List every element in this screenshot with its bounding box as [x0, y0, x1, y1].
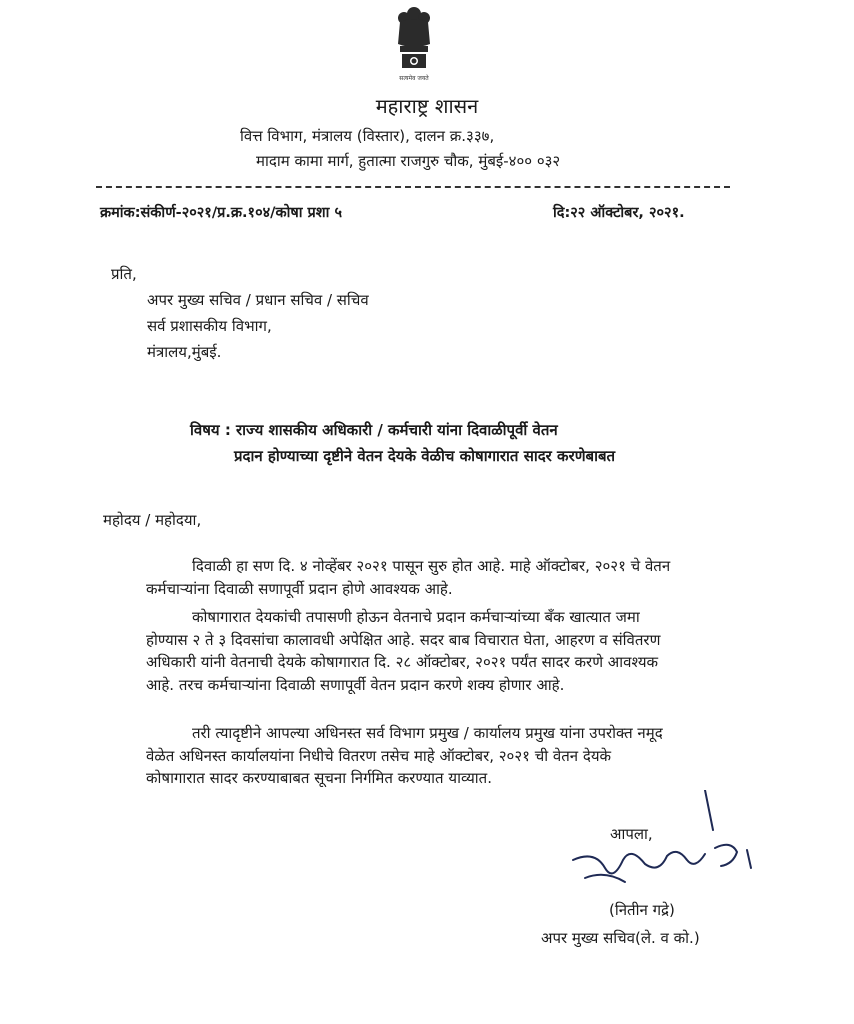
subject-line-2: प्रदान होण्याच्या दृष्टीने वेतन देयके वेळीच कोषागारात सादर करणेबाबत [234, 447, 616, 465]
paragraph-line: कोषागारात सादर करण्याबाबत सूचना निर्गमित करण्यात याव्यात. [146, 769, 492, 787]
address-line-1: वित्त विभाग, मंत्रालय (विस्तार), दालन क्र.३३७, [240, 127, 495, 145]
signature-icon [565, 790, 765, 900]
signatory-designation: अपर मुख्य सचिव(ले. व को.) [541, 929, 700, 947]
emblem-motto: सत्यमेव जयते [399, 75, 429, 82]
paragraph-line: अधिकारी यांनी वेतनाची देयके कोषागारात दि. २८ ऑक्टोबर, २०२१ पर्यंत सादर करणे आवश्यक [146, 653, 659, 671]
reference-number: क्रमांक:संकीर्ण-२०२१/प्र.क्र.१०४/कोषा प्रशा ५ [100, 205, 342, 221]
recipient-line: अपर मुख्य सचिव / प्रधान सचिव / सचिव [147, 291, 369, 309]
recipient-line: सर्व प्रशासकीय विभाग, [147, 317, 272, 335]
paragraph-line: होण्यास २ ते ३ दिवसांचा कालावधी अपेक्षित आहे. सदर बाब विचारात घेता, आहरण व संवितरण [146, 630, 661, 649]
body-paragraph-1 [100, 555, 748, 600]
salutation: महोदय / महोदया, [103, 511, 202, 529]
recipient-line: मंत्रालय,मुंबई. [147, 343, 222, 361]
letter-date: दि:२२ ऑक्टोबर, २०२१. [553, 205, 685, 221]
paragraph-line: आहे. तरच कर्मचाऱ्यांना दिवाळी सणापूर्वी वेतन प्रदान करणे शक्य होणार आहे. [146, 675, 565, 694]
national-emblem-icon [392, 4, 436, 84]
body-paragraph-3 [100, 722, 748, 790]
paragraph-line: तरी त्यादृष्टीने आपल्या अधिनस्त सर्व विभाग प्रमुख / कार्यालय प्रमुख यांना उपरोक्त नमूद [192, 724, 663, 742]
signatory-name: (नितीन गद्रे) [609, 901, 675, 919]
header-divider [96, 186, 730, 188]
government-title: महाराष्ट्र शासन [375, 94, 479, 118]
body-paragraph-2 [100, 606, 748, 696]
subject-line-1: विषय : राज्य शासकीय अधिकारी / कर्मचारी यांना दिवाळीपूर्वी वेतन [190, 421, 558, 439]
address-line-2: मादाम कामा मार्ग, हुतात्मा राजगुरु चौक, मुंबई-४०० ०३२ [256, 152, 561, 170]
paragraph-line: कर्मचाऱ्यांना दिवाळी सणापूर्वी प्रदान होणे आवश्यक आहे. [146, 579, 453, 598]
recipient-prefix: प्रति, [111, 265, 137, 283]
closing-yours: आपला, [610, 825, 653, 843]
paragraph-line: कोषागारात देयकांची तपासणी होऊन वेतनाचे प्रदान कर्मचाऱ्यांच्या बँक खात्यात जमा [192, 608, 640, 626]
paragraph-line: वेळेत अधिनस्त कार्यालयांना निधीचे वितरण तसेच माहे ऑक्टोबर, २०२१ ची वेतन देयके [146, 746, 612, 765]
paragraph-line: दिवाळी हा सण दि. ४ नोव्हेंबर २०२१ पासून सुरु होत आहे. माहे ऑक्टोबर, २०२१ चे वेतन [192, 557, 671, 575]
